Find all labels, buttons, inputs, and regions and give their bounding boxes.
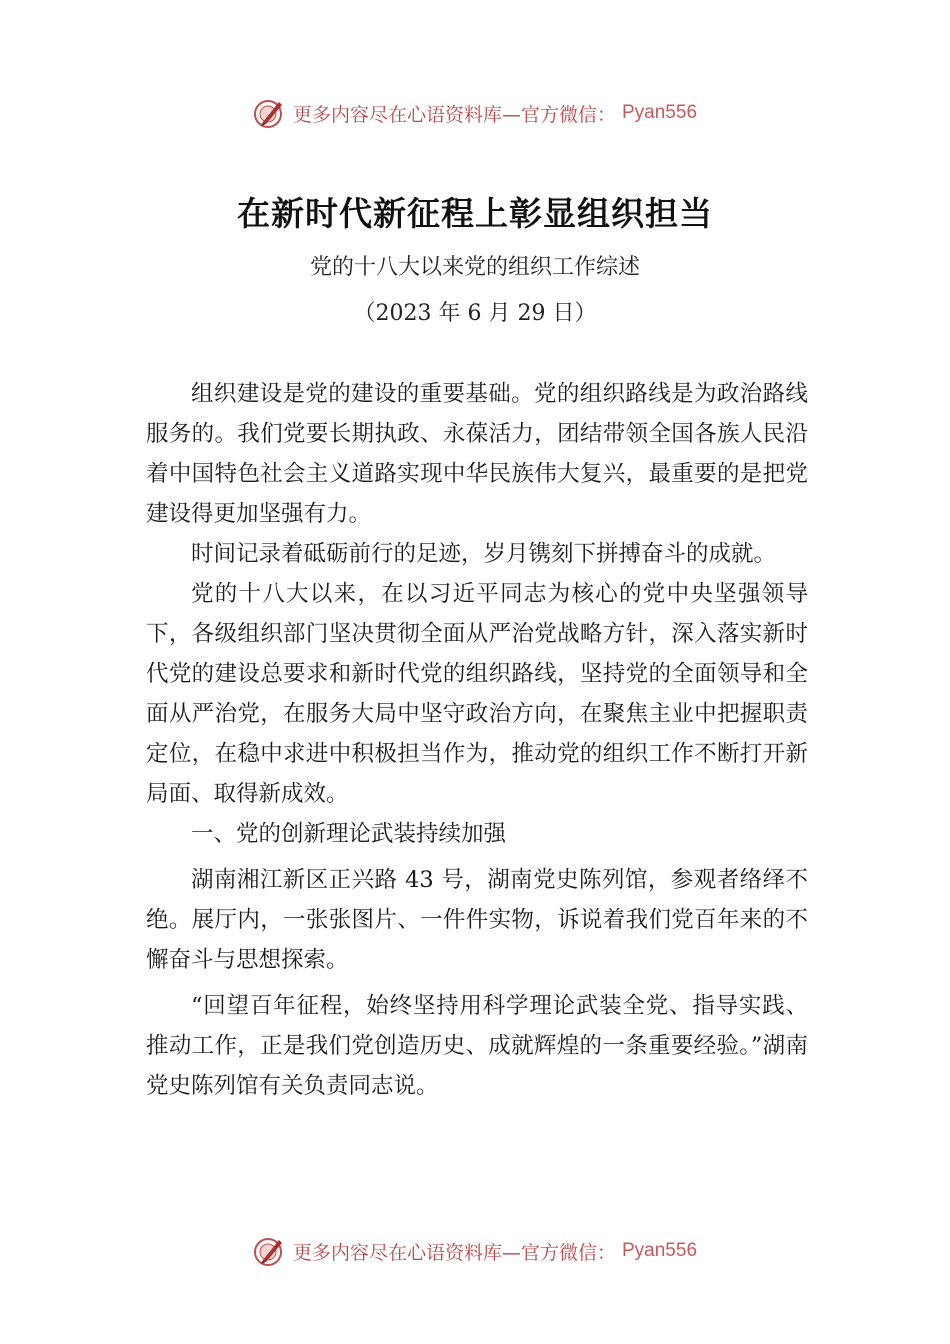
paragraph: “回望百年征程，始终坚持用科学理论武装全党、指导实践、推动工作，正是我们党创造历史、成就辉煌的一条重要经验。”湖南党史陈列馆有关负责同志说。 <box>146 993 808 1099</box>
watermark-wechat-id: Pyan556 <box>622 1240 698 1261</box>
paragraph: 时间记录着砥砺前行的足迹，岁月镌刻下拼搏奋斗的成就。 <box>191 541 777 567</box>
footer-watermark <box>0 1234 950 1268</box>
document-subtitle: 党的十八大以来党的组织工作综述 <box>309 255 640 280</box>
watermark-wechat-id: Pyan556 <box>622 102 698 123</box>
document-title: 在新时代新征程上彰显组织担当 <box>237 194 713 233</box>
document-body <box>146 374 808 1106</box>
paragraph: 组织建设是党的建设的重要基础。党的组织路线是为政治路线服务的。我们党要长期执政、永葆活力，团结带领全国各族人民沿着中国特色社会主义道路实现中华民族伟大复兴，最重要的是把党建设得更加坚强有力。 <box>146 381 808 527</box>
paragraph: 党的十八大以来，在以习近平同志为核心的党中央坚强领导下，各级组织部门坚决贯彻全面从严治党战略方针，深入落实新时代党的建设总要求和新时代党的组织路线，坚持党的全面领导和全面从严治党，在服务大局中坚守政治方向，在聚焦主业中把握职责定位，在稳中求进中积极担当作为，推动党的组织工作不断打开新局面、取得新成效。 <box>146 581 808 807</box>
paragraph: 湖南湘江新区正兴路 43 号，湖南党史陈列馆，参观者络绎不绝。展厅内，一张张图片、一件件实物，诉说着我们党百年来的不懈奋斗与思想探索。 <box>146 867 808 973</box>
pen-logo-icon <box>253 1234 287 1268</box>
section-heading: 一、党的创新理论武装持续加强 <box>191 821 507 847</box>
document-date: （2023 年 6 月 29 日） <box>353 301 597 326</box>
pen-logo-icon <box>253 96 287 130</box>
watermark-text: 更多内容尽在心语资料库—官方微信： <box>292 1241 616 1264</box>
header-watermark <box>0 96 950 130</box>
watermark-text: 更多内容尽在心语资料库—官方微信： <box>292 103 616 126</box>
